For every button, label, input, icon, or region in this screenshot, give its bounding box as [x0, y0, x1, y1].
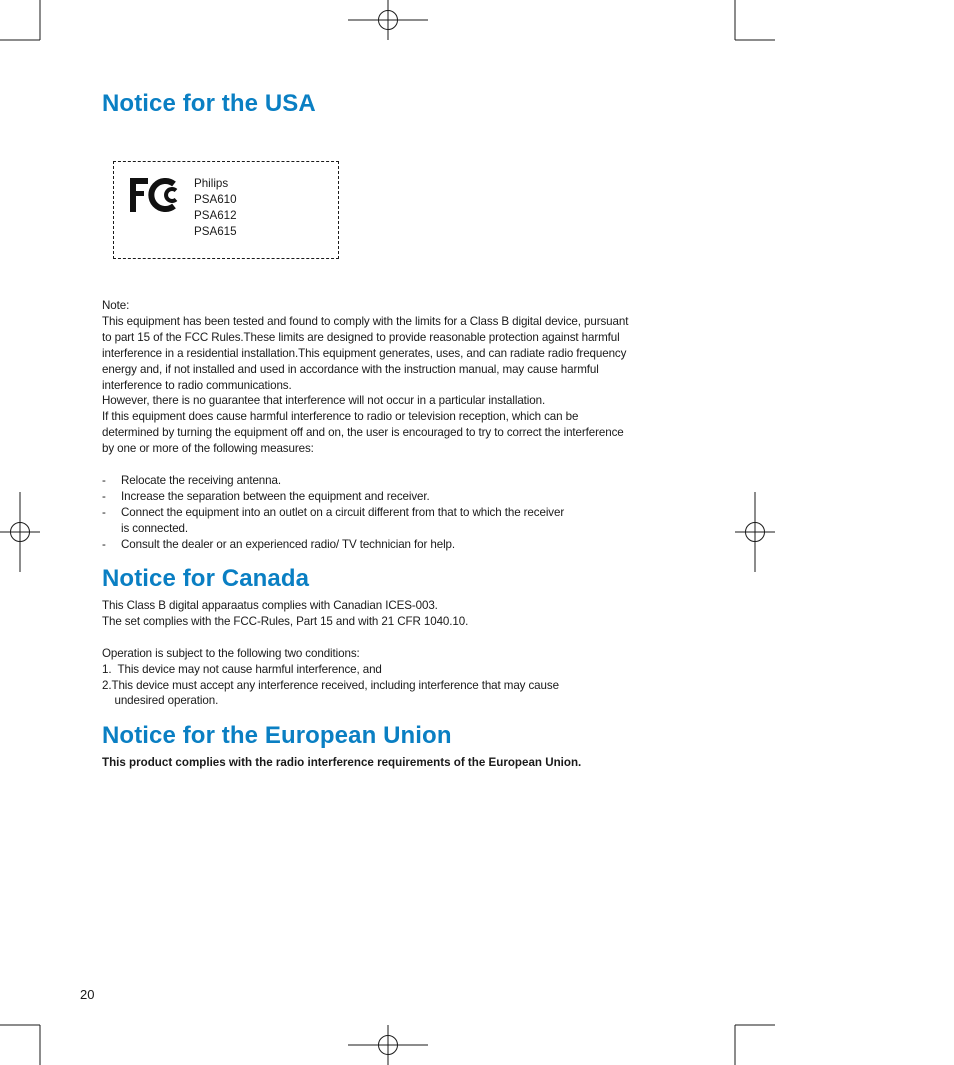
- text-line: [102, 630, 559, 646]
- text-line: energy and, if not installed and used in accordance with the instruction manual, may cause harmful: [102, 362, 599, 376]
- list-item-text: Connect the equipment into an outlet on a circuit different from that to which the receiver: [121, 505, 565, 519]
- bullet-dash: -: [102, 474, 106, 487]
- measures-list: [102, 473, 564, 553]
- bullet-dash: -: [102, 489, 106, 503]
- text-line: undesired operation.: [102, 694, 219, 708]
- fcc-model: PSA615: [194, 225, 237, 238]
- fcc-model: PSA612: [194, 209, 237, 222]
- text-line: by one or more of the following measures:: [102, 442, 314, 456]
- eu-statement: This product complies with the radio interference requirements of the European Union.: [102, 756, 582, 769]
- bullet-dash: -: [102, 537, 106, 551]
- list-item-text: Increase the separation between the equipment and receiver.: [121, 489, 430, 503]
- fcc-label-text: [194, 176, 237, 240]
- fcc-model: PSA610: [194, 193, 237, 206]
- heading-canada: Notice for Canada: [102, 565, 310, 592]
- text-line: 2.This device must accept any interference received, including interference that may cause: [102, 678, 559, 692]
- list-item-text: Relocate the receiving antenna.: [121, 474, 281, 487]
- list-item: [102, 505, 564, 537]
- fcc-label-box: [113, 161, 339, 259]
- list-item: [102, 473, 564, 489]
- fcc-brand: Philips: [194, 177, 229, 190]
- text-line: The set complies with the FCC-Rules, Part 15 and with 21 CFR 1040.10.: [102, 614, 469, 628]
- heading-usa: Notice for the USA: [102, 90, 316, 117]
- text-line: Operation is subject to the following two conditions:: [102, 646, 360, 660]
- text-line: Note:: [102, 299, 130, 312]
- text-line: If this equipment does cause harmful interference to radio or television reception, which can be: [102, 410, 579, 424]
- canada-paragraph: [102, 598, 559, 709]
- heading-eu: Notice for the European Union: [102, 722, 452, 749]
- text-line: This Class B digital apparaatus complies with Canadian ICES-003.: [102, 599, 438, 612]
- text-line: to part 15 of the FCC Rules.These limits are designed to provide reasonable protection against harmful: [102, 330, 620, 344]
- usa-note-paragraph: [102, 298, 628, 457]
- fcc-logo-icon: [130, 178, 184, 212]
- page-number: 20: [80, 987, 95, 1002]
- text-line: determined by turning the equipment off and on, the user is encouraged to try to correct the interference: [102, 426, 624, 440]
- text-line: interference to radio communications.: [102, 378, 292, 392]
- text-line: This equipment has been tested and found to comply with the limits for a Class B digital device, pursuant: [102, 314, 629, 328]
- text-line: 1. This device may not cause harmful interference, and: [102, 662, 382, 676]
- bullet-dash: -: [102, 505, 106, 519]
- list-item-text: Consult the dealer or an experienced radio/ TV technician for help.: [121, 537, 456, 551]
- text-line: interference in a residential installation.This equipment generates, uses, and can radiate radio frequency: [102, 346, 627, 360]
- text-line: However, there is no guarantee that interference will not occur in a particular installation.: [102, 394, 546, 408]
- list-item-text: is connected.: [121, 521, 189, 535]
- list-item: [102, 537, 564, 553]
- list-item: [102, 489, 564, 505]
